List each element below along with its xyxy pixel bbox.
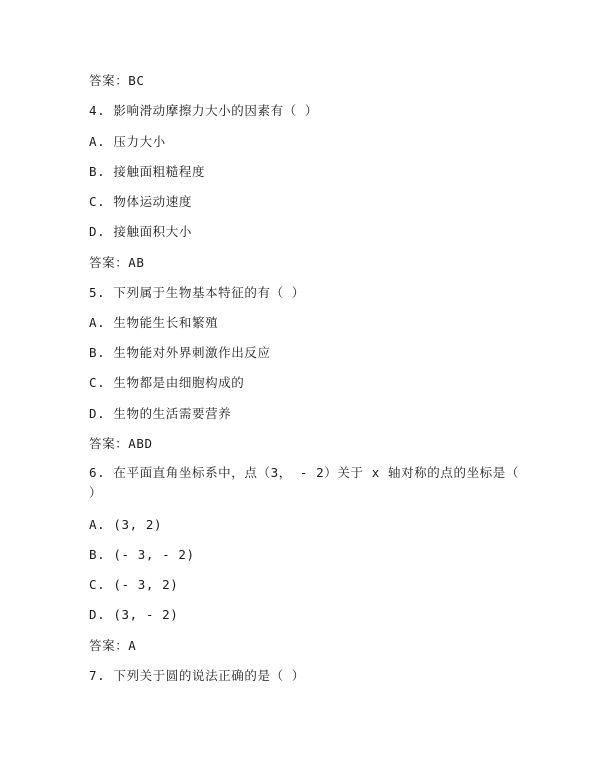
q4-option-a: A. 压力大小 [89, 134, 166, 149]
answer-q3: 答案：BC [89, 73, 145, 88]
q4-option-d: D. 接触面积大小 [89, 224, 192, 239]
answer-q4: 答案：AB [89, 255, 145, 270]
q5-option-d: D. 生物的生活需要营养 [89, 406, 232, 421]
q6-option-c: C. (- 3, 2) [89, 577, 179, 592]
question-6: 6. 在平面直角坐标系中，点（3， - 2）关于 x 轴对称的点的坐标是（ ） [89, 465, 519, 500]
q6-option-d: D. (3, - 2) [89, 607, 179, 622]
q5-option-a: A. 生物能生长和繁殖 [89, 315, 219, 330]
question-4: 4. 影响滑动摩擦力大小的因素有（ ） [89, 103, 319, 118]
answer-q6: 答案：A [89, 638, 137, 653]
q4-option-b: B. 接触面粗糙程度 [89, 164, 206, 179]
q4-option-c: C. 物体运动速度 [89, 194, 192, 209]
q6-option-b: B. (- 3, - 2) [89, 547, 195, 562]
question-7: 7. 下列关于圆的说法正确的是（ ） [89, 668, 305, 683]
question-5: 5. 下列属于生物基本特征的有（ ） [89, 285, 305, 300]
q5-option-b: B. 生物能对外界刺激作出反应 [89, 345, 271, 360]
q6-option-a: A. (3, 2) [89, 517, 163, 532]
answer-q5: 答案：ABD [89, 436, 153, 451]
q5-option-c: C. 生物都是由细胞构成的 [89, 375, 245, 390]
